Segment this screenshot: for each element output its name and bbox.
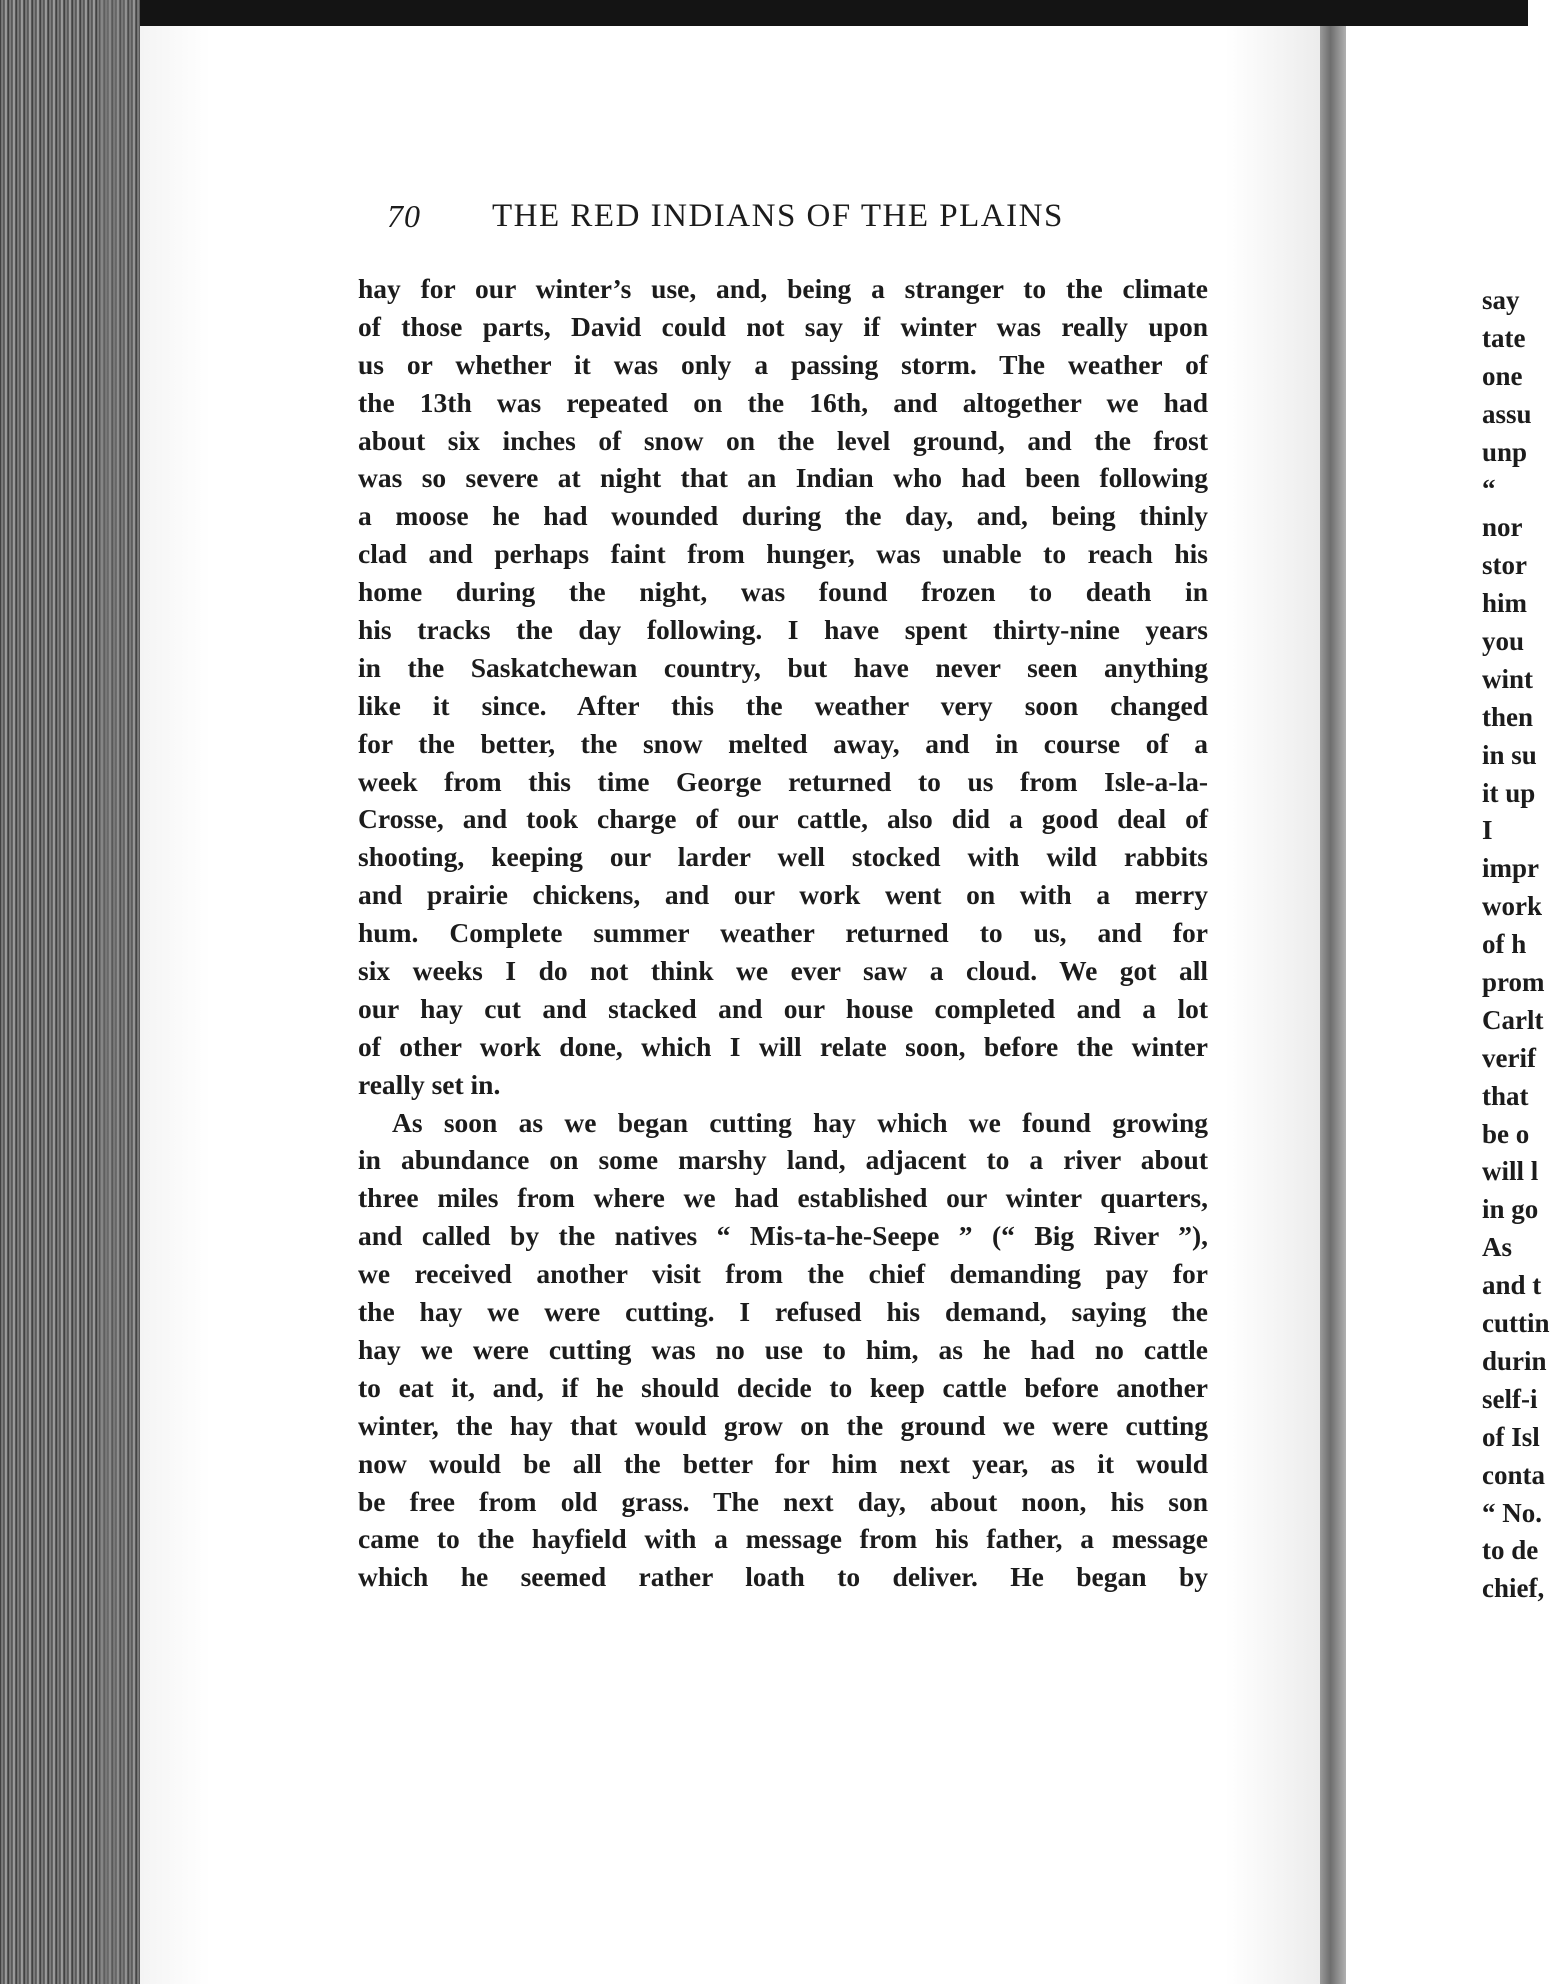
text-line: of other work done, which I will relate soon, before the winter: [358, 1030, 1208, 1062]
body-text: [358, 270, 1208, 1596]
right-page-fragment: it up: [1482, 777, 1536, 808]
book-gutter: [1320, 26, 1346, 1984]
right-page-fragment: of Isl: [1482, 1421, 1540, 1452]
text-line: winter, the hay that would grow on the ground we were cutting: [358, 1409, 1208, 1441]
right-page-fragment: As: [1482, 1232, 1513, 1263]
text-line: week from this time George returned to us from Isle-a-la-: [358, 765, 1208, 797]
page-header: [387, 198, 1107, 246]
text-line: three miles from where we had established our winter quarters,: [358, 1182, 1208, 1214]
right-page-fragment: I: [1482, 815, 1493, 846]
page-number: 70: [387, 198, 421, 234]
right-page-fragment: durin: [1482, 1345, 1547, 1376]
right-page-fragment: nor: [1482, 512, 1523, 543]
right-page-fragment: cuttin: [1482, 1308, 1550, 1339]
right-page-fragment: assu: [1482, 398, 1532, 429]
text-line: be free from old grass. The next day, about noon, his son: [358, 1485, 1208, 1517]
paragraph: [358, 1104, 1208, 1597]
text-line: us or whether it was only a passing storm. The weather of: [358, 348, 1208, 380]
right-page-fragment: say: [1482, 285, 1520, 315]
text-line: hum. Complete summer weather returned to us, and for: [358, 917, 1208, 949]
right-page-text: [1482, 282, 1550, 1608]
right-page-fragment: one: [1482, 360, 1523, 391]
right-page-fragment: will l: [1482, 1156, 1539, 1187]
right-page-fragment: chief,: [1482, 1573, 1545, 1604]
right-page-fragment: in su: [1482, 739, 1537, 770]
text-line: his tracks the day following. I have spent thirty-nine years: [358, 614, 1208, 646]
page-edge-shadow: [100, 0, 140, 1984]
right-page-fragment: “: [1482, 474, 1496, 505]
text-line: home during the night, was found frozen to death in: [358, 576, 1208, 608]
text-line: hay we were cutting was no use to him, as he had no cattle: [358, 1333, 1208, 1365]
right-page-fragment: self-i: [1482, 1383, 1538, 1414]
text-line: the 13th was repeated on the 16th, and altogether we had: [358, 386, 1208, 418]
scan-top-border: [0, 0, 1528, 26]
text-line: six weeks I do not think we ever saw a cloud. We got all: [358, 955, 1208, 987]
text-line: our hay cut and stacked and our house completed and a lot: [358, 992, 1208, 1024]
text-line: and called by the natives “ Mis-ta-he-Seepe ” (“ Big River ”),: [358, 1220, 1208, 1252]
right-page-fragment: “ No.: [1482, 1497, 1542, 1528]
text-line: we received another visit from the chief demanding pay for: [358, 1258, 1208, 1290]
right-page-fragment: conta: [1482, 1459, 1545, 1490]
right-page-fragment: unp: [1482, 436, 1528, 467]
right-page-fragment: work: [1482, 891, 1542, 922]
text-line: of those parts, David could not say if winter was really upon: [358, 310, 1208, 342]
right-page-fragment: you: [1482, 626, 1525, 657]
running-head: THE RED INDIANS OF THE PLAINS: [492, 198, 1064, 234]
text-line: hay for our winter’s use, and, being a stranger to the climate: [358, 273, 1208, 304]
text-line: came to the hayfield with a message from his father, a message: [358, 1523, 1208, 1555]
right-page-fragment: verif: [1482, 1042, 1536, 1073]
text-line: clad and perhaps faint from hunger, was unable to reach his: [358, 538, 1208, 570]
text-line: As soon as we began cutting hay which we found growing: [392, 1106, 1208, 1138]
right-page-fragment: wint: [1482, 663, 1534, 694]
right-page-fragment: stor: [1482, 550, 1527, 581]
text-line: which he seemed rather loath to deliver. He began by: [358, 1561, 1208, 1593]
text-line: and prairie chickens, and our work went on with a merry: [358, 879, 1208, 911]
right-page-fragment: of h: [1482, 929, 1527, 960]
text-line: now would be all the better for him next year, as it would: [358, 1447, 1208, 1479]
right-page-fragment: him: [1482, 588, 1528, 619]
text-line: shooting, keeping our larder well stocked with wild rabbits: [358, 841, 1208, 873]
right-page-fragment: to de: [1482, 1535, 1539, 1566]
right-page-fragment: and t: [1482, 1270, 1542, 1301]
text-line: Crosse, and took charge of our cattle, also did a good deal of: [358, 803, 1208, 835]
text-line: really set in.: [358, 1068, 501, 1100]
text-line: in the Saskatchewan country, but have never seen anything: [358, 651, 1208, 683]
right-page-fragment: Carlt: [1482, 1004, 1544, 1035]
right-page-fragment: tate: [1482, 322, 1526, 353]
text-line: for the better, the snow melted away, and in course of a: [358, 727, 1208, 759]
text-line: the hay we were cutting. I refused his demand, saying the: [358, 1296, 1208, 1328]
right-page-fragment: then: [1482, 701, 1534, 732]
paragraph: [358, 270, 1208, 1104]
right-page-fragment: prom: [1482, 967, 1545, 998]
right-page-text-clip: [1482, 0, 1550, 1984]
text-line: to eat it, and, if he should decide to keep cattle before another: [358, 1371, 1208, 1403]
text-line: was so severe at night that an Indian who had been following: [358, 462, 1208, 494]
right-page-fragment: in go: [1482, 1194, 1539, 1225]
right-page-fragment: be o: [1482, 1118, 1530, 1149]
text-line: like it since. After this the weather very soon changed: [358, 689, 1208, 721]
right-page-fragment: impr: [1482, 853, 1539, 884]
right-page-fragment: that: [1482, 1080, 1529, 1111]
text-line: a moose he had wounded during the day, and, being thinly: [358, 500, 1208, 532]
text-line: about six inches of snow on the level ground, and the frost: [358, 424, 1208, 456]
text-line: in abundance on some marshy land, adjacent to a river about: [358, 1144, 1208, 1176]
